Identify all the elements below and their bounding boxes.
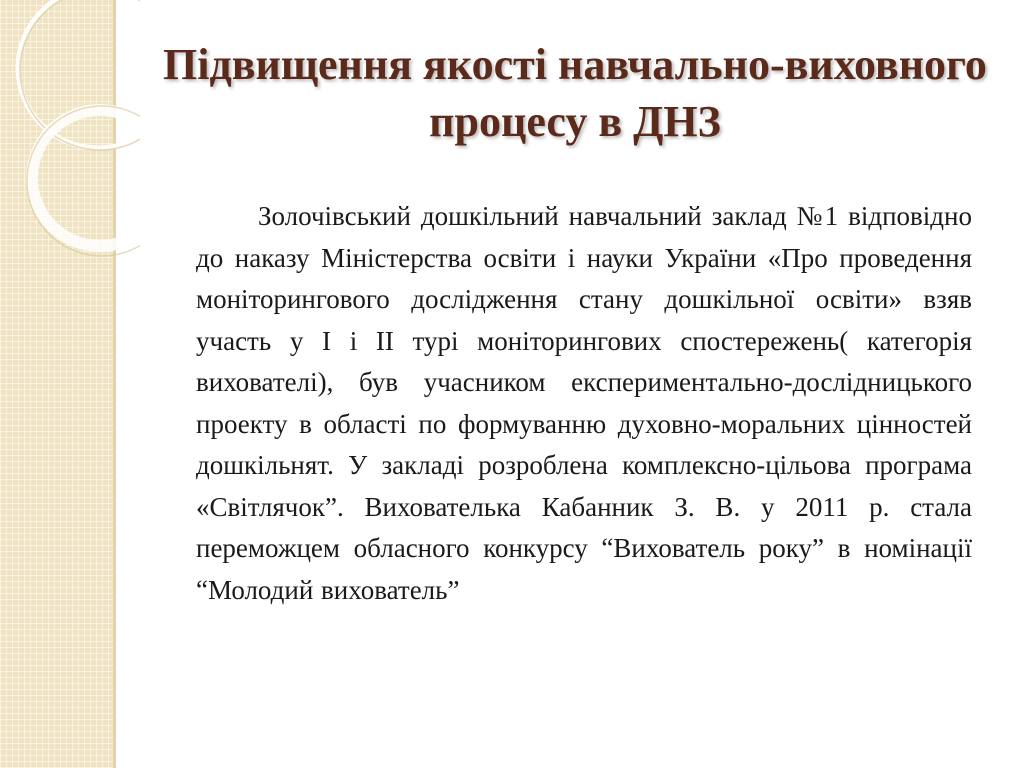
slide-title: Підвищення якості навчально-виховного процесу в ДНЗ — [163, 40, 987, 146]
slide-body-paragraph: Золочівський дошкільний навчальний заклад №1 відповідно до наказу Міністерства освіти і науки України «Про проведення моніторингового дослідження стану дошкільної освіти» взяв участь у І і ІІ турі моніторингових спостережень( категорія вихователі), був учасником експериментально-дослідницького проекту в області по формуванню духовно-моральних цінностей дошкільнят. У закладі розроблена комплексно-цільова програма «Світлячок”. Вихователька Кабанник З. В. у 2011 р. стала переможцем обласного конкурсу “Вихователь року” в номінації “Молодий вихователь” — [196, 201, 972, 605]
decorative-rings — [0, 0, 140, 260]
decor-ring-upper-shadow — [20, 0, 140, 150]
decor-ring-lower — [32, 110, 140, 246]
